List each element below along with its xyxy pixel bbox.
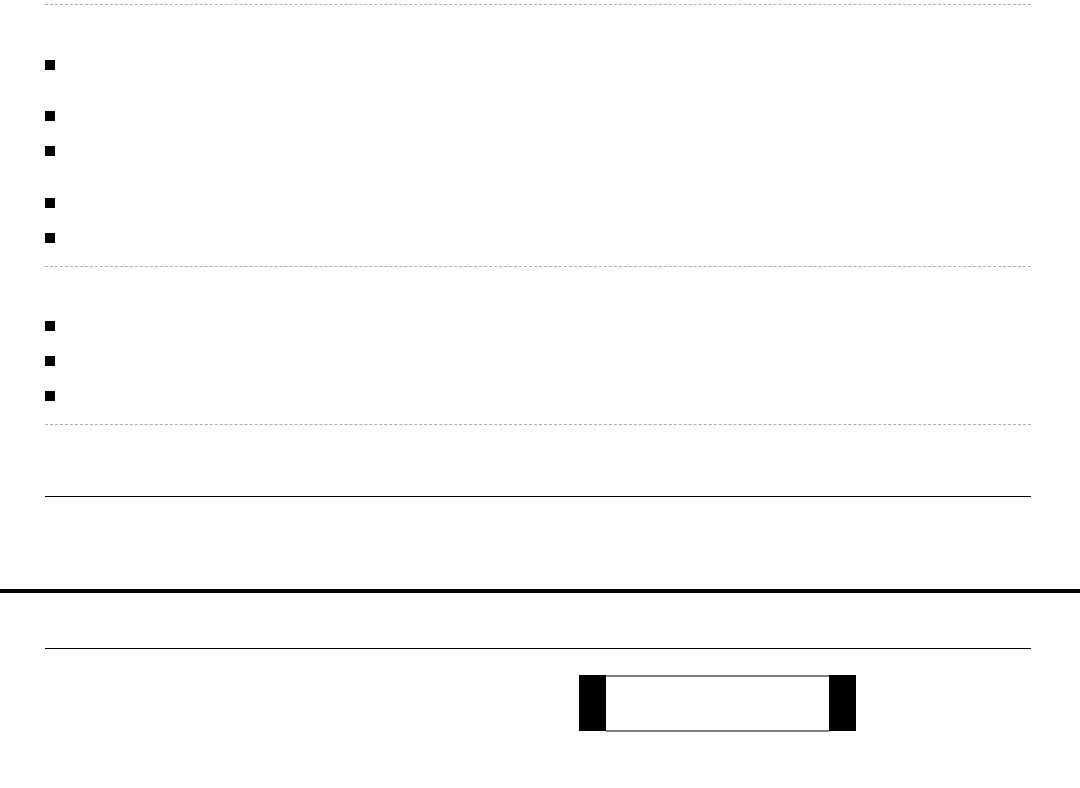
bullet-icon	[45, 60, 55, 70]
bullet-icon	[45, 356, 55, 366]
page-break	[0, 589, 1080, 593]
list-item	[45, 58, 1045, 92]
bullet-icon	[45, 111, 55, 121]
list-item	[45, 144, 1045, 178]
side-block-right	[829, 675, 856, 731]
footer-rule	[45, 496, 1031, 497]
bullet-icon	[45, 391, 55, 401]
separator	[45, 4, 1031, 5]
side-block-left	[579, 675, 606, 731]
rating-chart	[570, 655, 870, 750]
bullet-icon	[45, 233, 55, 243]
header-rule	[45, 648, 1031, 649]
separator	[45, 424, 1031, 425]
bullet-icon	[45, 198, 55, 208]
bullet-icon	[45, 146, 55, 156]
separator	[45, 266, 1031, 267]
bullet-icon	[45, 321, 55, 331]
